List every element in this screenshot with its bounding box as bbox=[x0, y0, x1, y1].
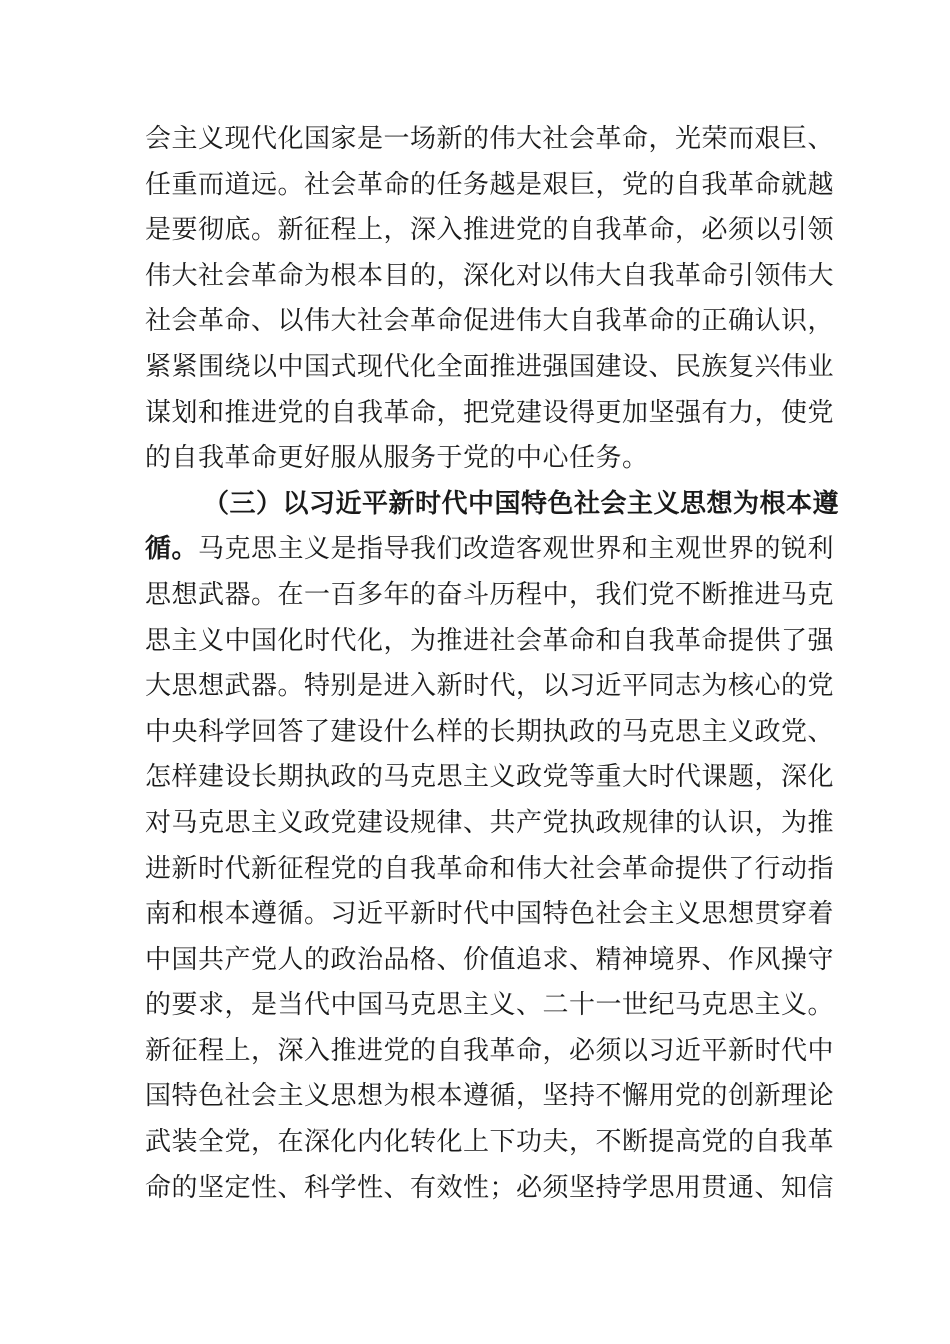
text-line: 的自我革命更好服从服务于党的中心任务。 bbox=[145, 443, 649, 474]
text-line: 大思想武器。特别是进入新时代，以习近平同志为核心的党 bbox=[145, 671, 835, 702]
text-line: 紧紧围绕以中国式现代化全面推进强国建设、民族复兴伟业 bbox=[145, 351, 835, 382]
text-line: 谋划和推进党的自我革命，把党建设得更加坚强有力，使党 bbox=[145, 397, 835, 428]
text-line: 进新时代新征程党的自我革命和伟大社会革命提供了行动指 bbox=[145, 853, 835, 884]
text-line: 思想武器。在一百多年的奋斗历程中，我们党不断推进马克 bbox=[145, 579, 835, 610]
body-text bbox=[145, 117, 840, 1211]
text-line: 国特色社会主义思想为根本遵循，坚持不懈用党的创新理论 bbox=[145, 1081, 835, 1112]
text-line: 中央科学回答了建设什么样的长期执政的马克思主义政党、 bbox=[145, 716, 835, 747]
text-line: 伟大社会革命为根本目的，深化对以伟大自我革命引领伟大 bbox=[145, 260, 835, 291]
text-line: 南和根本遵循。习近平新时代中国特色社会主义思想贯穿着 bbox=[145, 899, 835, 930]
section-heading: （三）以习近平新时代中国特色社会主义思想为根本遵 bbox=[203, 488, 840, 519]
text-line: 会主义现代化国家是一场新的伟大社会革命，光荣而艰巨、 bbox=[145, 124, 835, 154]
text-line: 新征程上，深入推进党的自我革命，必须以习近平新时代中 bbox=[145, 1035, 835, 1066]
text-line: 的要求，是当代中国马克思主义、二十一世纪马克思主义。 bbox=[145, 990, 835, 1021]
text-line: 怎样建设长期执政的马克思主义政党等重大时代课题，深化 bbox=[145, 762, 835, 793]
text-line: 武装全党，在深化内化转化上下功夫，不断提高党的自我革 bbox=[145, 1127, 835, 1158]
text-line: 任重而道远。社会革命的任务越是艰巨，党的自我革命就越 bbox=[145, 169, 835, 200]
text-line: 思主义中国化时代化，为推进社会革命和自我革命提供了强 bbox=[145, 625, 835, 656]
text-line: 中国共产党人的政治品格、价值追求、精神境界、作风操守 bbox=[145, 944, 835, 975]
text-line: 命的坚定性、科学性、有效性；必须坚持学思用贯通、知信 bbox=[145, 1172, 835, 1203]
text-line: 对马克思主义政党建设规律、共产党执政规律的认识，为推 bbox=[145, 807, 835, 838]
text-line: 是要彻底。新征程上，深入推进党的自我革命，必须以引领 bbox=[145, 215, 835, 246]
text-line: 社会革命、以伟大社会革命促进伟大自我革命的正确认识， bbox=[145, 306, 835, 337]
section-heading-end: 循。 bbox=[145, 534, 199, 565]
text-line-rest: 马克思主义是指导我们改造客观世界和主观世界的锐利 bbox=[198, 534, 835, 565]
text-line bbox=[145, 527, 835, 573]
